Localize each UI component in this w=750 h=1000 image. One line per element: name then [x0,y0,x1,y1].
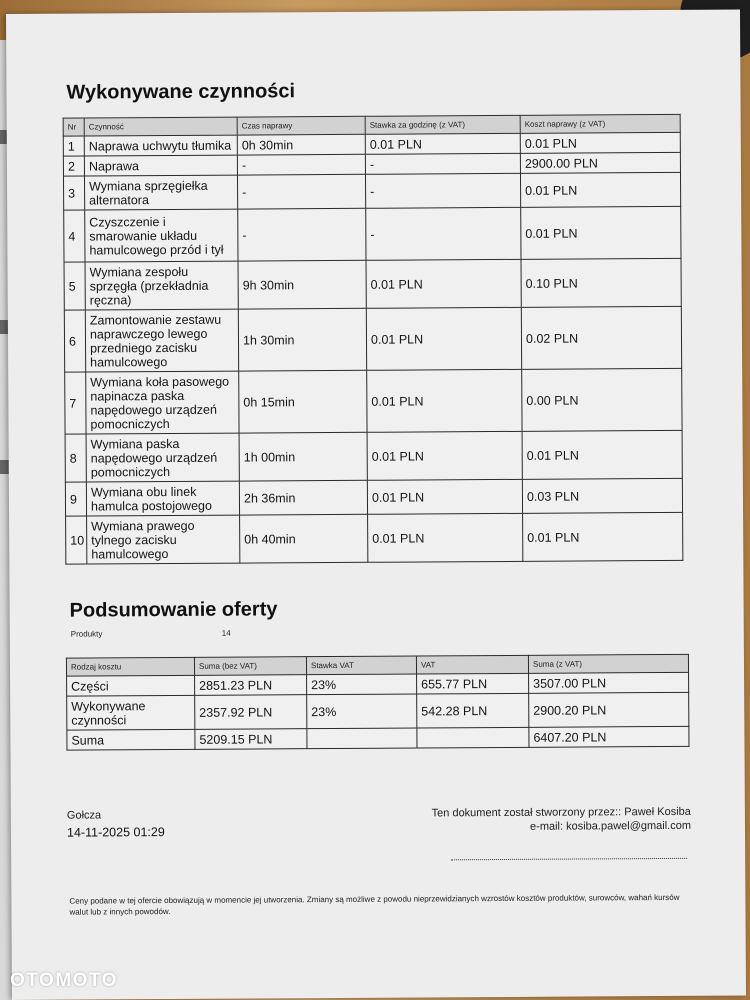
cell-time: 2h 36min [239,480,367,515]
products-count: 14 [221,628,231,638]
cell-cost: 0.01 PLN [521,206,681,259]
issue-date: 14-11-2025 01:29 [66,825,165,840]
document-author: Ten dokument został stworzony przez:: Paweł Kosiba [431,805,691,820]
otomoto-watermark: OTOMOTO [10,970,118,991]
cell-sum-gross: 6407.20 PLN [529,726,689,747]
cell-sum-gross: 3507.00 PLN [529,672,689,693]
cell-nr: 8 [65,434,86,482]
cell-nr: 9 [65,482,86,516]
section-title-summary: Podsumowanie oferty [69,598,278,622]
cell-time: 9h 30min [238,260,366,309]
cell-sum-net: 2357.92 PLN [195,695,307,730]
cell-cost: 0.01 PLN [522,430,682,479]
cell-cost: 0.10 PLN [521,258,681,307]
cell-activity: Wymiana paska napędowego urządzeń pomocniczych [86,433,239,482]
cell-activity: Naprawa uchwytu tłumika [84,135,237,156]
offer-document-page [6,10,746,1000]
table-row [64,258,681,310]
section-title-works: Wykonywane czynności [66,80,296,104]
header-repair-time: Czas naprawy [237,116,365,135]
cell-vat-rate: 23% [307,694,417,729]
cell-time: 0h 40min [240,514,368,563]
cell-activity: Wymiana zespołu sprzęgła (przekładnia ręczna) [85,261,238,310]
cell-rate: 0.01 PLN [367,479,522,514]
cell-nr: 10 [66,516,87,564]
header-hourly-rate: Stawka za godzinę (z VAT) [365,115,520,134]
cell-activity: Naprawa [84,155,237,176]
price-disclaimer: Ceny podane w tej ofercie obowiązują w momencie jej utworzenia. Zmiany są możliwe z powodu nieprzewidzianych wzrostów kosztów produktów, surowców, wahań kursów walut lub z innych powodów. [69,892,680,917]
cell-sum-net: 5209.15 PLN [195,729,307,750]
cell-cost-type: Suma [67,729,195,750]
cell-time: - [237,174,365,209]
cell-cost: 0.00 PLN [522,368,682,431]
cell-vat-rate: 23% [307,674,417,695]
cell-nr: 4 [64,210,85,262]
cell-nr: 6 [64,310,85,372]
cell-time: - [238,208,366,261]
table-row [63,172,680,210]
cell-time: - [237,154,365,175]
cell-time: 1h 30min [238,308,366,371]
table-row [65,478,682,516]
cell-activity: Wymiana prawego tylnego zacisku hamulcowego [87,515,240,564]
cell-rate: 0.01 PLN [368,513,523,562]
cell-vat: 655.77 PLN [417,673,529,694]
products-label: Produkty [70,629,103,639]
header-activity: Czynność [84,117,237,136]
cell-activity: Wymiana obu linek hamulca postojowego [86,481,239,516]
author-email: e-mail: kosiba.pawel@gmail.com [529,819,692,833]
cell-cost: 0.01 PLN [520,172,680,207]
cell-nr: 7 [65,372,86,434]
header-vat-rate: Stawka VAT [306,656,416,675]
header-sum-gross: Suma (z VAT) [528,654,688,673]
table-row [67,726,689,750]
cell-rate: 0.01 PLN [366,259,521,308]
cell-cost: 0.01 PLN [523,512,683,561]
table-row [65,430,682,482]
signature-line [451,854,687,860]
cell-rate: 0.01 PLN [367,369,522,432]
header-nr: Nr [63,118,84,136]
cell-sum-gross: 2900.20 PLN [529,692,689,727]
summary-table [66,654,690,751]
cell-time: 0h 15min [239,370,367,433]
cell-activity: Zamontowanie zestawu naprawczego lewego przedniego zacisku hamulcowego [85,309,238,372]
cell-cost: 0.01 PLN [520,132,680,153]
table-row [64,206,681,262]
cell-vat: 542.28 PLN [417,693,529,728]
header-repair-cost: Koszt naprawy (z VAT) [520,114,680,133]
cell-vat [417,727,529,748]
header-sum-net: Suma (bez VAT) [194,657,306,676]
cell-nr: 3 [63,176,84,210]
cell-cost: 0.03 PLN [522,478,682,513]
cell-time: 1h 00min [239,432,367,481]
cell-rate: 0.01 PLN [365,133,520,154]
cell-cost: 2900.00 PLN [520,152,680,173]
table-row [66,512,683,564]
cell-vat-rate [307,728,417,749]
table-row [64,306,681,372]
cell-rate: - [365,153,520,174]
table-row [67,692,689,730]
cell-cost-type: Części [67,675,195,696]
cell-cost-type: Wykonywane czynności [67,695,195,730]
cell-rate: - [366,207,521,260]
header-cost-type: Rodzaj kosztu [66,657,194,676]
cell-sum-net: 2851.23 PLN [195,675,307,696]
cell-rate: 0.01 PLN [366,307,521,370]
cell-activity: Wymiana sprzęgiełka alternatora [84,175,237,210]
cell-activity: Czyszczenie i smarowanie układu hamulcowego przód i tył [85,209,238,262]
cell-rate: - [365,173,520,208]
issue-place: Gołcza [66,809,102,822]
cell-nr: 1 [63,136,84,156]
cell-activity: Wymiana koła pasowego napinacza paska napędowego urządzeń pomocniczych [86,371,239,434]
cell-nr: 2 [63,156,84,176]
table-row [65,368,682,434]
header-vat: VAT [416,655,528,674]
works-table [63,114,684,565]
cell-cost: 0.02 PLN [521,306,681,369]
cell-time: 0h 30min [237,134,365,155]
cell-rate: 0.01 PLN [367,431,522,480]
cell-nr: 5 [64,262,85,310]
